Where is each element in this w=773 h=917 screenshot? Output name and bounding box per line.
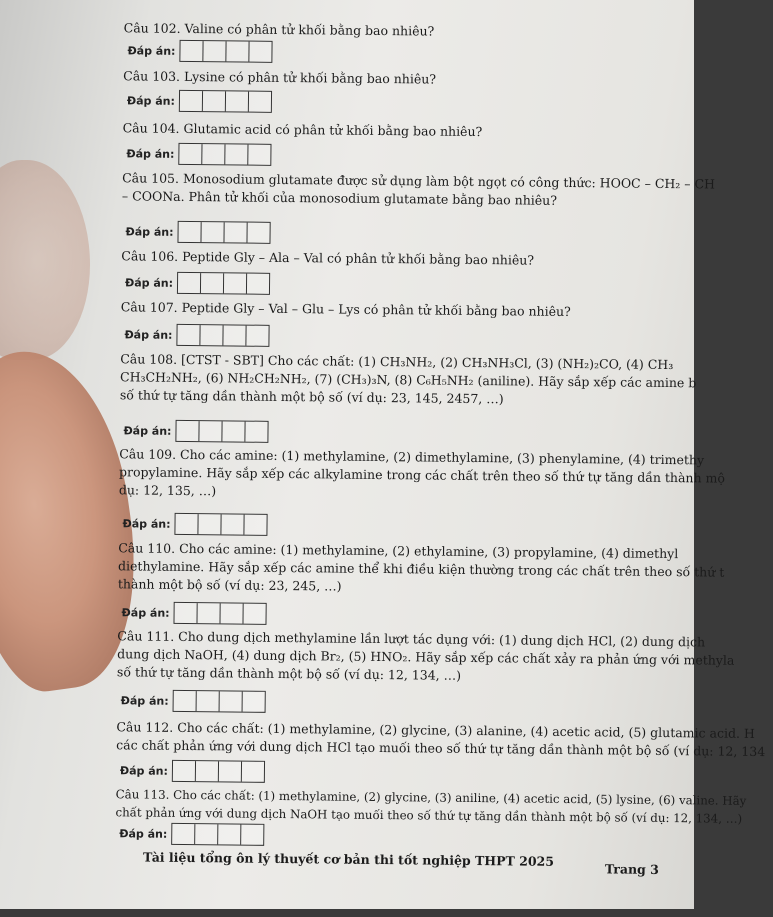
answer-row-102	[127, 39, 272, 63]
answer-label: Đáp án:	[124, 327, 173, 342]
question-105: Câu 105. Monosodium glutamate được sử dụng làm bột ngọt có công thức: HOOC – CH₂ – CH – COONa. Phân tử khối của monosodium glutamate bằng bao nhiêu?	[121, 170, 716, 208]
question-109: Câu 109. Cho các amine: (1) methylamine, (2) dimethylamine, (3) phenylamine, (4) trimethy propylamine. Hãy sắp xếp các alkylamine trong các chất trên theo số thứ tự tăng dần thành mộ dụ: 12, 135, …)	[118, 446, 725, 499]
answer-boxes[interactable]	[177, 221, 270, 244]
answer-label: Đáp án:	[125, 224, 174, 239]
answer-boxes[interactable]	[171, 823, 264, 846]
answer-label: Đáp án:	[119, 826, 168, 841]
question-110: Câu 110. Cho các amine: (1) methylamine, (2) ethylamine, (3) propylamine, (4) dimethyl diethylamine. Hãy sắp xếp các amine thể khi điều kiện thường trong các chất trên theo số thứ t thành một bộ số (ví dụ: 23, 245, …)	[117, 540, 725, 594]
answer-boxes[interactable]	[178, 143, 271, 166]
question-111: Câu 111. Cho dung dịch methylamine lần lượt tác dụng với: (1) dung dịch HCl, (2) dung dịch dung dịch NaOH, (4) dung dịch Br₂, (5) HNO₂. Hãy sắp xếp các chất xảy ra phản ứng với methyla số thứ tự tăng dần thành một bộ số (ví dụ: 12, 134, …)	[116, 628, 735, 683]
answer-boxes[interactable]	[179, 40, 272, 63]
footer-title: Tài liệu tổng ôn lý thuyết cơ bản thi tốt nghiệp THPT 2025	[142, 849, 555, 869]
answer-label: Đáp án:	[121, 605, 170, 620]
question-103: Câu 103. Lysine có phân tử khối bằng bao nhiêu?	[123, 68, 437, 87]
page-number: Trang 3	[604, 861, 659, 877]
question-107: Câu 107. Peptide Gly – Val – Glu – Lys có phân tử khối bằng bao nhiêu?	[120, 299, 571, 319]
question-113: Câu 113. Cho các chất: (1) methylamine, (2) glycine, (3) aniline, (4) acetic acid, (5) lysine, (6) valine. Hãy chất phản ứng với dung dịch NaOH tạo muối theo số thứ tự tăng dần thành một bộ số (ví dụ: 12, 134, …)	[115, 787, 747, 826]
answer-boxes[interactable]	[173, 690, 266, 713]
answer-label: Đáp án:	[120, 693, 169, 708]
answer-boxes[interactable]	[173, 602, 266, 625]
answer-row-111	[121, 689, 266, 713]
answer-row-107	[124, 323, 269, 347]
answer-boxes[interactable]	[176, 324, 269, 347]
answer-label: Đáp án:	[127, 43, 176, 58]
answer-row-109	[122, 512, 267, 536]
question-102: Câu 102. Valine có phân tử khối bằng bao nhiêu?	[123, 20, 435, 39]
answer-row-108	[123, 419, 268, 443]
answer-boxes[interactable]	[179, 90, 272, 113]
answer-row-105	[125, 220, 270, 244]
answer-label: Đáp án:	[119, 763, 169, 778]
answer-label: Đáp án:	[124, 275, 174, 290]
answer-label: Đáp án:	[126, 93, 176, 108]
answer-row-106	[125, 271, 270, 295]
question-108: Câu 108. [CTST - SBT] Cho các chất: (1) CH₃NH₂, (2) CH₃NH₃Cl, (3) (NH₂)₂CO, (4) CH₃ CH₃CH₂NH₂, (6) NH₂CH₂NH₂, (7) (CH₃)₃N, (8) C₆H₅NH₂ (aniline). Hãy sắp xếp các amine b số thứ tự tăng dần thành một bộ số (ví dụ: 23, 145, 2457, …)	[119, 351, 697, 407]
answer-boxes[interactable]	[177, 272, 270, 295]
answer-row-110	[121, 601, 266, 625]
answer-row-112	[120, 759, 265, 783]
answer-boxes[interactable]	[174, 513, 267, 536]
answer-row-104	[126, 142, 271, 166]
answer-row-103	[127, 89, 272, 113]
question-112: Câu 112. Cho các chất: (1) methylamine, (2) glycine, (3) alanine, (4) acetic acid, (5) glutamic acid. H các chất phản ứng với dung dịch HCl tạo muối theo số thứ tự tăng dần thành một bộ số (ví dụ: 12, 134	[116, 719, 766, 760]
answer-label: Đáp án:	[123, 423, 172, 438]
answer-row-113	[119, 822, 264, 846]
answer-label: Đáp án:	[122, 516, 171, 531]
answer-boxes[interactable]	[172, 760, 265, 783]
question-106: Câu 106. Peptide Gly – Ala – Val có phân tử khối bằng bao nhiêu?	[121, 248, 535, 268]
answer-label: Đáp án:	[126, 146, 175, 161]
answer-boxes[interactable]	[175, 420, 268, 443]
question-104: Câu 104. Glutamic acid có phân tử khối bằng bao nhiêu?	[122, 120, 483, 140]
